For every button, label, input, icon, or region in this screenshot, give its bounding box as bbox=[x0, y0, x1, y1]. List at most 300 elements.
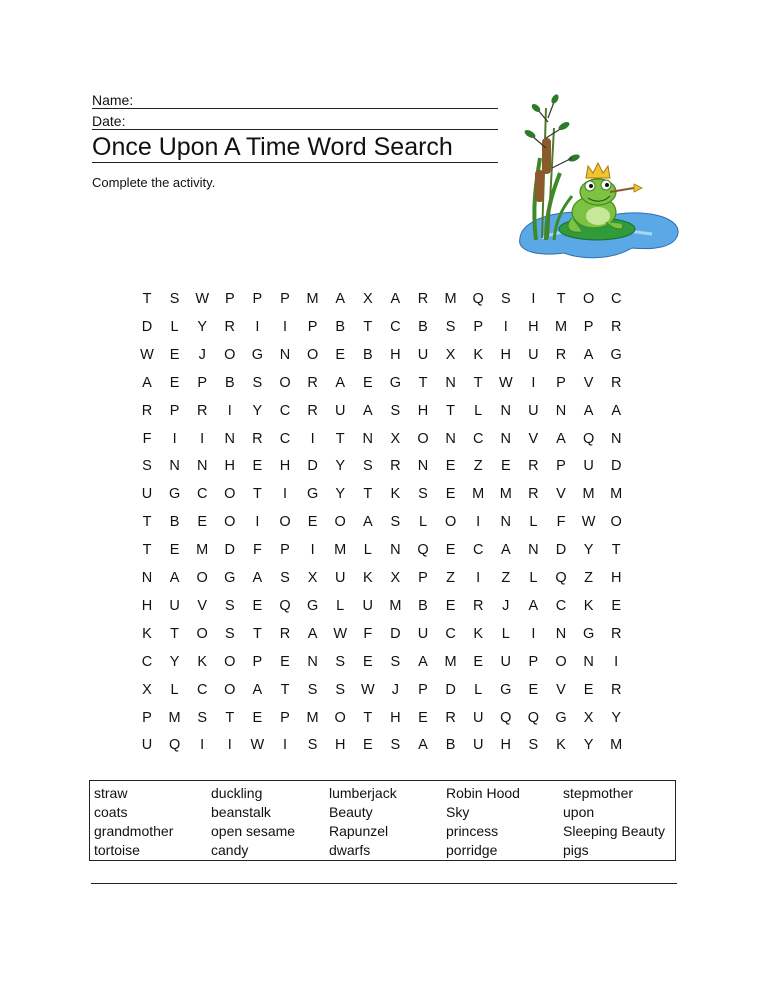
grid-cell[interactable]: S bbox=[335, 681, 346, 698]
grid-cell[interactable]: O bbox=[306, 346, 319, 363]
grid-cell[interactable]: K bbox=[362, 570, 373, 586]
grid-cell[interactable]: M bbox=[554, 318, 568, 335]
grid-cell[interactable]: O bbox=[417, 430, 429, 447]
grid-cell[interactable]: E bbox=[445, 597, 456, 614]
grid-cell[interactable]: U bbox=[334, 570, 346, 586]
grid-cell[interactable]: M bbox=[444, 653, 457, 670]
grid-cell[interactable]: B bbox=[445, 737, 456, 754]
grid-cell[interactable]: R bbox=[610, 374, 622, 391]
grid-cell[interactable]: P bbox=[252, 653, 263, 670]
grid-cell[interactable]: R bbox=[610, 625, 622, 642]
grid-cell[interactable]: F bbox=[142, 430, 152, 447]
grid-cell[interactable]: D bbox=[141, 318, 153, 335]
grid-cell[interactable]: H bbox=[500, 346, 512, 363]
grid-cell[interactable]: T bbox=[280, 681, 290, 698]
grid-cell[interactable]: K bbox=[142, 625, 152, 642]
grid-cell[interactable]: S bbox=[445, 318, 456, 335]
grid-cell[interactable]: G bbox=[224, 570, 236, 586]
grid-cell[interactable]: T bbox=[142, 291, 152, 307]
grid-cell[interactable]: S bbox=[307, 737, 318, 754]
grid-cell[interactable]: N bbox=[445, 374, 456, 391]
grid-cell[interactable]: G bbox=[168, 486, 181, 503]
grid-cell[interactable]: P bbox=[583, 318, 594, 335]
grid-cell[interactable]: X bbox=[142, 681, 152, 698]
grid-cell[interactable]: E bbox=[473, 653, 484, 670]
grid-cell[interactable]: I bbox=[200, 430, 205, 447]
grid-cell[interactable]: M bbox=[444, 291, 457, 307]
grid-cell[interactable]: Q bbox=[279, 597, 291, 614]
grid-cell[interactable]: Y bbox=[252, 402, 263, 419]
grid-cell[interactable]: P bbox=[280, 542, 290, 559]
grid-cell[interactable]: J bbox=[391, 681, 400, 698]
grid-cell[interactable]: N bbox=[610, 430, 622, 447]
grid-cell[interactable]: K bbox=[473, 346, 484, 363]
grid-cell[interactable]: S bbox=[197, 709, 208, 726]
grid-cell[interactable]: P bbox=[169, 402, 180, 419]
grid-cell[interactable]: Y bbox=[583, 542, 594, 559]
grid-cell[interactable]: T bbox=[335, 430, 345, 447]
grid-cell[interactable]: T bbox=[142, 542, 152, 559]
grid-cell[interactable]: Z bbox=[501, 570, 511, 586]
grid-cell[interactable]: F bbox=[252, 542, 262, 559]
grid-cell[interactable]: B bbox=[362, 346, 373, 363]
grid-cell[interactable]: O bbox=[555, 653, 567, 670]
grid-cell[interactable]: U bbox=[472, 709, 484, 726]
grid-cell[interactable]: R bbox=[252, 430, 263, 447]
grid-cell[interactable]: E bbox=[169, 542, 180, 559]
grid-cell[interactable]: X bbox=[583, 709, 594, 726]
grid-cell[interactable]: E bbox=[362, 737, 373, 754]
grid-cell[interactable]: N bbox=[555, 625, 567, 642]
grid-cell[interactable]: O bbox=[279, 514, 291, 531]
grid-cell[interactable]: U bbox=[362, 597, 374, 614]
grid-cell[interactable]: L bbox=[529, 570, 538, 586]
grid-cell[interactable]: G bbox=[555, 709, 567, 726]
grid-cell[interactable]: O bbox=[224, 653, 236, 670]
grid-cell[interactable]: E bbox=[445, 486, 456, 503]
grid-cell[interactable]: C bbox=[445, 625, 456, 642]
grid-cell[interactable]: Q bbox=[417, 542, 429, 559]
grid-cell[interactable]: I bbox=[476, 570, 481, 586]
grid-cell[interactable]: P bbox=[252, 291, 263, 307]
grid-cell[interactable]: R bbox=[472, 597, 484, 614]
grid-cell[interactable]: O bbox=[196, 570, 208, 586]
grid-cell[interactable]: E bbox=[335, 346, 346, 363]
grid-cell[interactable]: U bbox=[334, 402, 346, 419]
grid-cell[interactable]: P bbox=[197, 374, 208, 391]
grid-cell[interactable]: C bbox=[141, 653, 153, 670]
grid-cell[interactable]: X bbox=[362, 291, 373, 307]
grid-cell[interactable]: I bbox=[200, 737, 205, 754]
grid-cell[interactable]: U bbox=[472, 737, 484, 754]
grid-cell[interactable]: N bbox=[196, 458, 208, 475]
grid-cell[interactable]: P bbox=[280, 291, 290, 307]
grid-cell[interactable]: C bbox=[472, 430, 484, 447]
grid-cell[interactable]: U bbox=[141, 486, 153, 503]
grid-cell[interactable]: Q bbox=[500, 709, 512, 726]
grid-cell[interactable]: S bbox=[390, 737, 401, 754]
grid-cell[interactable]: C bbox=[390, 318, 401, 335]
grid-cell[interactable]: K bbox=[556, 737, 566, 754]
grid-cell[interactable]: C bbox=[196, 486, 208, 503]
grid-cell[interactable]: S bbox=[335, 653, 346, 670]
grid-cell[interactable]: A bbox=[528, 597, 539, 614]
grid-cell[interactable]: B bbox=[169, 514, 180, 531]
grid-cell[interactable]: N bbox=[224, 430, 236, 447]
grid-cell[interactable]: E bbox=[528, 681, 539, 698]
grid-cell[interactable]: S bbox=[307, 681, 318, 698]
grid-cell[interactable]: R bbox=[196, 402, 208, 419]
grid-cell[interactable]: S bbox=[390, 402, 401, 419]
grid-cell[interactable]: L bbox=[170, 318, 179, 335]
grid-cell[interactable]: W bbox=[581, 514, 596, 531]
grid-cell[interactable]: N bbox=[500, 430, 512, 447]
grid-cell[interactable]: I bbox=[503, 318, 508, 335]
grid-cell[interactable]: M bbox=[334, 542, 347, 559]
grid-cell[interactable]: Z bbox=[473, 458, 483, 475]
grid-cell[interactable]: S bbox=[169, 291, 180, 307]
grid-cell[interactable]: N bbox=[307, 653, 318, 670]
grid-cell[interactable]: U bbox=[528, 346, 539, 363]
grid-cell[interactable]: G bbox=[610, 346, 622, 363]
grid-cell[interactable]: S bbox=[390, 653, 401, 670]
grid-cell[interactable]: B bbox=[335, 318, 346, 335]
grid-cell[interactable]: A bbox=[418, 737, 428, 754]
grid-cell[interactable]: U bbox=[417, 625, 429, 642]
grid-cell[interactable]: H bbox=[279, 458, 291, 475]
grid-cell[interactable]: V bbox=[583, 374, 594, 391]
grid-cell[interactable]: C bbox=[279, 430, 291, 447]
grid-cell[interactable]: M bbox=[196, 542, 209, 559]
grid-cell[interactable]: A bbox=[611, 402, 622, 419]
grid-cell[interactable]: A bbox=[307, 625, 318, 642]
grid-cell[interactable]: G bbox=[306, 486, 319, 503]
grid-cell[interactable]: H bbox=[224, 458, 236, 475]
grid-cell[interactable]: D bbox=[390, 625, 401, 642]
grid-cell[interactable]: N bbox=[500, 402, 512, 419]
grid-cell[interactable]: U bbox=[417, 346, 429, 363]
grid-cell[interactable]: T bbox=[418, 374, 428, 391]
grid-cell[interactable]: U bbox=[583, 458, 594, 475]
grid-cell[interactable]: O bbox=[196, 625, 208, 642]
grid-cell[interactable]: V bbox=[556, 681, 566, 698]
grid-cell[interactable]: C bbox=[472, 542, 484, 559]
grid-cell[interactable]: P bbox=[418, 570, 428, 586]
grid-cell[interactable]: S bbox=[390, 514, 401, 531]
grid-cell[interactable]: D bbox=[224, 542, 236, 559]
grid-cell[interactable]: X bbox=[307, 570, 318, 586]
grid-cell[interactable]: R bbox=[390, 458, 401, 475]
date-field[interactable] bbox=[92, 113, 498, 130]
grid-cell[interactable]: Q bbox=[168, 737, 181, 754]
grid-cell[interactable]: B bbox=[418, 597, 428, 614]
grid-cell[interactable]: T bbox=[363, 318, 373, 335]
grid-cell[interactable]: N bbox=[362, 430, 374, 447]
grid-cell[interactable]: M bbox=[306, 291, 319, 307]
grid-cell[interactable]: U bbox=[528, 402, 539, 419]
grid-cell[interactable]: O bbox=[444, 514, 457, 531]
grid-cell[interactable]: I bbox=[476, 514, 481, 531]
grid-cell[interactable]: M bbox=[499, 486, 512, 503]
grid-cell[interactable]: I bbox=[310, 542, 315, 559]
grid-cell[interactable]: S bbox=[224, 597, 235, 614]
grid-cell[interactable]: T bbox=[611, 542, 621, 559]
grid-cell[interactable]: E bbox=[252, 597, 263, 614]
grid-cell[interactable]: I bbox=[531, 625, 536, 642]
grid-cell[interactable]: I bbox=[282, 318, 288, 335]
grid-cell[interactable]: R bbox=[307, 402, 318, 419]
grid-cell[interactable]: A bbox=[583, 346, 594, 363]
grid-cell[interactable]: M bbox=[610, 737, 623, 754]
grid-cell[interactable]: T bbox=[252, 625, 262, 642]
grid-cell[interactable]: W bbox=[195, 291, 210, 307]
grid-cell[interactable]: I bbox=[531, 291, 536, 307]
grid-cell[interactable]: M bbox=[389, 597, 402, 614]
grid-cell[interactable]: O bbox=[224, 514, 236, 531]
grid-cell[interactable]: Z bbox=[584, 570, 594, 586]
grid-cell[interactable]: G bbox=[500, 681, 512, 698]
grid-cell[interactable]: N bbox=[390, 542, 401, 559]
grid-cell[interactable]: T bbox=[225, 709, 235, 726]
grid-cell[interactable]: L bbox=[474, 402, 483, 419]
grid-cell[interactable]: H bbox=[610, 570, 622, 586]
grid-cell[interactable]: N bbox=[279, 346, 291, 363]
grid-cell[interactable]: D bbox=[307, 458, 318, 475]
grid-cell[interactable]: A bbox=[335, 291, 346, 307]
grid-cell[interactable]: O bbox=[224, 346, 236, 363]
grid-cell[interactable]: B bbox=[418, 318, 428, 335]
grid-cell[interactable]: C bbox=[555, 597, 567, 614]
grid-cell[interactable]: D bbox=[445, 681, 456, 698]
grid-cell[interactable]: O bbox=[582, 291, 595, 307]
grid-cell[interactable]: N bbox=[500, 514, 512, 531]
grid-cell[interactable]: W bbox=[360, 681, 375, 698]
grid-cell[interactable]: V bbox=[556, 486, 566, 503]
grid-cell[interactable]: O bbox=[334, 514, 346, 531]
grid-cell[interactable]: A bbox=[362, 514, 373, 531]
grid-cell[interactable]: E bbox=[418, 709, 428, 726]
grid-cell[interactable]: F bbox=[556, 514, 566, 531]
grid-cell[interactable]: A bbox=[252, 570, 263, 586]
grid-cell[interactable]: W bbox=[498, 374, 513, 391]
grid-cell[interactable]: L bbox=[529, 514, 538, 531]
grid-cell[interactable]: I bbox=[255, 318, 260, 335]
grid-cell[interactable]: X bbox=[390, 430, 401, 447]
grid-cell[interactable]: E bbox=[583, 681, 594, 698]
grid-cell[interactable]: M bbox=[582, 486, 595, 503]
grid-cell[interactable]: P bbox=[556, 458, 566, 475]
grid-cell[interactable]: A bbox=[418, 653, 428, 670]
grid-cell[interactable]: P bbox=[224, 291, 235, 307]
grid-cell[interactable]: Q bbox=[527, 709, 540, 726]
grid-cell[interactable]: P bbox=[142, 709, 152, 726]
grid-cell[interactable]: T bbox=[363, 709, 373, 726]
grid-cell[interactable]: R bbox=[224, 318, 236, 335]
grid-cell[interactable]: U bbox=[500, 653, 512, 670]
grid-cell[interactable]: O bbox=[334, 709, 346, 726]
grid-cell[interactable]: Q bbox=[555, 570, 567, 586]
grid-cell[interactable]: P bbox=[473, 318, 484, 335]
grid-cell[interactable]: T bbox=[142, 514, 152, 531]
grid-cell[interactable]: P bbox=[418, 681, 428, 698]
grid-cell[interactable]: O bbox=[224, 486, 236, 503]
grid-cell[interactable]: P bbox=[528, 653, 539, 670]
grid-cell[interactable]: T bbox=[363, 486, 373, 503]
grid-cell[interactable]: W bbox=[250, 737, 265, 754]
grid-cell[interactable]: E bbox=[445, 458, 456, 475]
grid-cell[interactable]: Y bbox=[335, 486, 346, 503]
grid-cell[interactable]: A bbox=[142, 374, 152, 391]
grid-cell[interactable]: G bbox=[306, 597, 319, 614]
grid-cell[interactable]: E bbox=[362, 374, 373, 391]
grid-cell[interactable]: N bbox=[583, 653, 594, 670]
grid-cell[interactable]: X bbox=[445, 346, 456, 363]
grid-cell[interactable]: L bbox=[363, 542, 372, 559]
grid-cell[interactable]: E bbox=[169, 346, 180, 363]
grid-cell[interactable]: A bbox=[362, 402, 373, 419]
grid-cell[interactable]: B bbox=[224, 374, 235, 391]
grid-cell[interactable]: I bbox=[531, 374, 536, 391]
grid-cell[interactable]: I bbox=[172, 430, 177, 447]
grid-cell[interactable]: H bbox=[390, 709, 401, 726]
grid-cell[interactable]: Y bbox=[169, 653, 180, 670]
grid-cell[interactable]: E bbox=[197, 514, 208, 531]
grid-cell[interactable]: T bbox=[473, 374, 483, 391]
grid-cell[interactable]: S bbox=[252, 374, 263, 391]
grid-cell[interactable]: T bbox=[252, 486, 262, 503]
grid-cell[interactable]: R bbox=[610, 318, 622, 335]
grid-cell[interactable]: R bbox=[528, 486, 539, 503]
grid-cell[interactable]: L bbox=[170, 681, 179, 698]
grid-cell[interactable]: N bbox=[445, 430, 456, 447]
grid-cell[interactable]: E bbox=[611, 597, 622, 614]
grid-cell[interactable]: C bbox=[610, 291, 622, 307]
grid-cell[interactable]: J bbox=[502, 597, 510, 614]
grid-cell[interactable]: T bbox=[170, 625, 180, 642]
grid-cell[interactable]: O bbox=[279, 374, 291, 391]
grid-cell[interactable]: P bbox=[556, 374, 566, 391]
name-field[interactable] bbox=[92, 92, 498, 109]
grid-cell[interactable]: R bbox=[610, 681, 622, 698]
grid-cell[interactable]: Q bbox=[472, 291, 484, 307]
grid-cell[interactable]: K bbox=[583, 597, 594, 614]
grid-cell[interactable]: L bbox=[474, 681, 483, 698]
grid-cell[interactable]: X bbox=[390, 570, 401, 586]
grid-cell[interactable]: W bbox=[333, 625, 348, 642]
grid-cell[interactable]: N bbox=[528, 542, 539, 559]
grid-cell[interactable]: H bbox=[528, 318, 539, 335]
grid-cell[interactable]: E bbox=[280, 653, 290, 670]
grid-cell[interactable]: M bbox=[472, 486, 485, 503]
grid-cell[interactable]: I bbox=[227, 402, 232, 419]
grid-cell[interactable]: K bbox=[390, 486, 401, 503]
grid-cell[interactable]: C bbox=[196, 681, 208, 698]
grid-cell[interactable]: E bbox=[252, 458, 263, 475]
grid-cell[interactable]: K bbox=[197, 653, 208, 670]
grid-cell[interactable]: S bbox=[142, 458, 152, 475]
grid-cell[interactable]: C bbox=[279, 402, 291, 419]
grid-cell[interactable]: N bbox=[169, 458, 180, 475]
grid-cell[interactable]: R bbox=[445, 709, 456, 726]
grid-cell[interactable]: I bbox=[614, 653, 619, 670]
grid-cell[interactable]: M bbox=[610, 486, 623, 503]
grid-cell[interactable]: K bbox=[473, 625, 484, 642]
grid-cell[interactable]: M bbox=[306, 709, 319, 726]
grid-cell[interactable]: G bbox=[389, 374, 402, 391]
grid-cell[interactable]: N bbox=[141, 570, 153, 586]
grid-cell[interactable]: L bbox=[418, 514, 428, 531]
grid-cell[interactable]: U bbox=[141, 737, 153, 754]
grid-cell[interactable]: S bbox=[362, 458, 373, 475]
grid-cell[interactable]: A bbox=[252, 681, 263, 698]
grid-cell[interactable]: Y bbox=[583, 737, 594, 754]
grid-cell[interactable]: H bbox=[141, 597, 153, 614]
grid-cell[interactable]: I bbox=[310, 430, 315, 447]
grid-cell[interactable]: R bbox=[555, 346, 567, 363]
grid-cell[interactable]: A bbox=[169, 570, 180, 586]
grid-cell[interactable]: T bbox=[446, 402, 456, 419]
grid-cell[interactable]: V bbox=[197, 597, 208, 614]
grid-cell[interactable]: H bbox=[390, 346, 401, 363]
grid-cell[interactable]: A bbox=[335, 374, 346, 391]
grid-cell[interactable]: T bbox=[556, 291, 566, 307]
grid-cell[interactable]: N bbox=[555, 402, 567, 419]
grid-cell[interactable]: E bbox=[500, 458, 511, 475]
grid-cell[interactable]: Y bbox=[611, 709, 622, 726]
grid-cell[interactable]: Y bbox=[197, 318, 208, 335]
grid-cell[interactable]: D bbox=[555, 542, 567, 559]
grid-cell[interactable]: R bbox=[417, 291, 429, 307]
grid-cell[interactable]: J bbox=[198, 346, 206, 363]
grid-cell[interactable]: R bbox=[279, 625, 291, 642]
grid-cell[interactable]: F bbox=[363, 625, 373, 642]
grid-cell[interactable]: E bbox=[252, 709, 263, 726]
grid-cell[interactable]: A bbox=[390, 291, 401, 307]
grid-cell[interactable]: N bbox=[417, 458, 429, 475]
grid-cell[interactable]: E bbox=[169, 374, 180, 391]
grid-cell[interactable]: W bbox=[140, 346, 154, 363]
grid-cell[interactable]: P bbox=[280, 709, 290, 726]
grid-cell[interactable]: D bbox=[610, 458, 622, 475]
grid-cell[interactable]: G bbox=[582, 625, 595, 642]
grid-cell[interactable]: S bbox=[528, 737, 539, 754]
grid-cell[interactable]: S bbox=[280, 570, 290, 586]
grid-cell[interactable]: I bbox=[255, 514, 260, 531]
grid-cell[interactable]: I bbox=[282, 737, 288, 754]
grid-cell[interactable]: Q bbox=[582, 430, 595, 447]
grid-cell[interactable]: H bbox=[334, 737, 346, 754]
grid-cell[interactable]: H bbox=[417, 402, 429, 419]
grid-cell[interactable]: R bbox=[307, 374, 318, 391]
grid-cell[interactable]: E bbox=[445, 542, 456, 559]
grid-cell[interactable]: S bbox=[224, 625, 235, 642]
grid-cell[interactable]: A bbox=[583, 402, 594, 419]
grid-cell[interactable]: R bbox=[141, 402, 153, 419]
grid-cell[interactable]: P bbox=[307, 318, 318, 335]
grid-cell[interactable]: V bbox=[528, 430, 539, 447]
grid-cell[interactable]: Y bbox=[335, 458, 346, 475]
grid-cell[interactable]: L bbox=[501, 625, 510, 642]
grid-cell[interactable]: E bbox=[307, 514, 318, 531]
grid-cell[interactable]: S bbox=[500, 291, 511, 307]
grid-cell[interactable]: A bbox=[500, 542, 511, 559]
grid-cell[interactable]: M bbox=[168, 709, 181, 726]
grid-cell[interactable]: O bbox=[224, 681, 236, 698]
grid-cell[interactable]: S bbox=[418, 486, 428, 503]
grid-cell[interactable]: I bbox=[227, 737, 232, 754]
grid-cell[interactable]: R bbox=[528, 458, 539, 475]
grid-cell[interactable]: U bbox=[169, 597, 180, 614]
